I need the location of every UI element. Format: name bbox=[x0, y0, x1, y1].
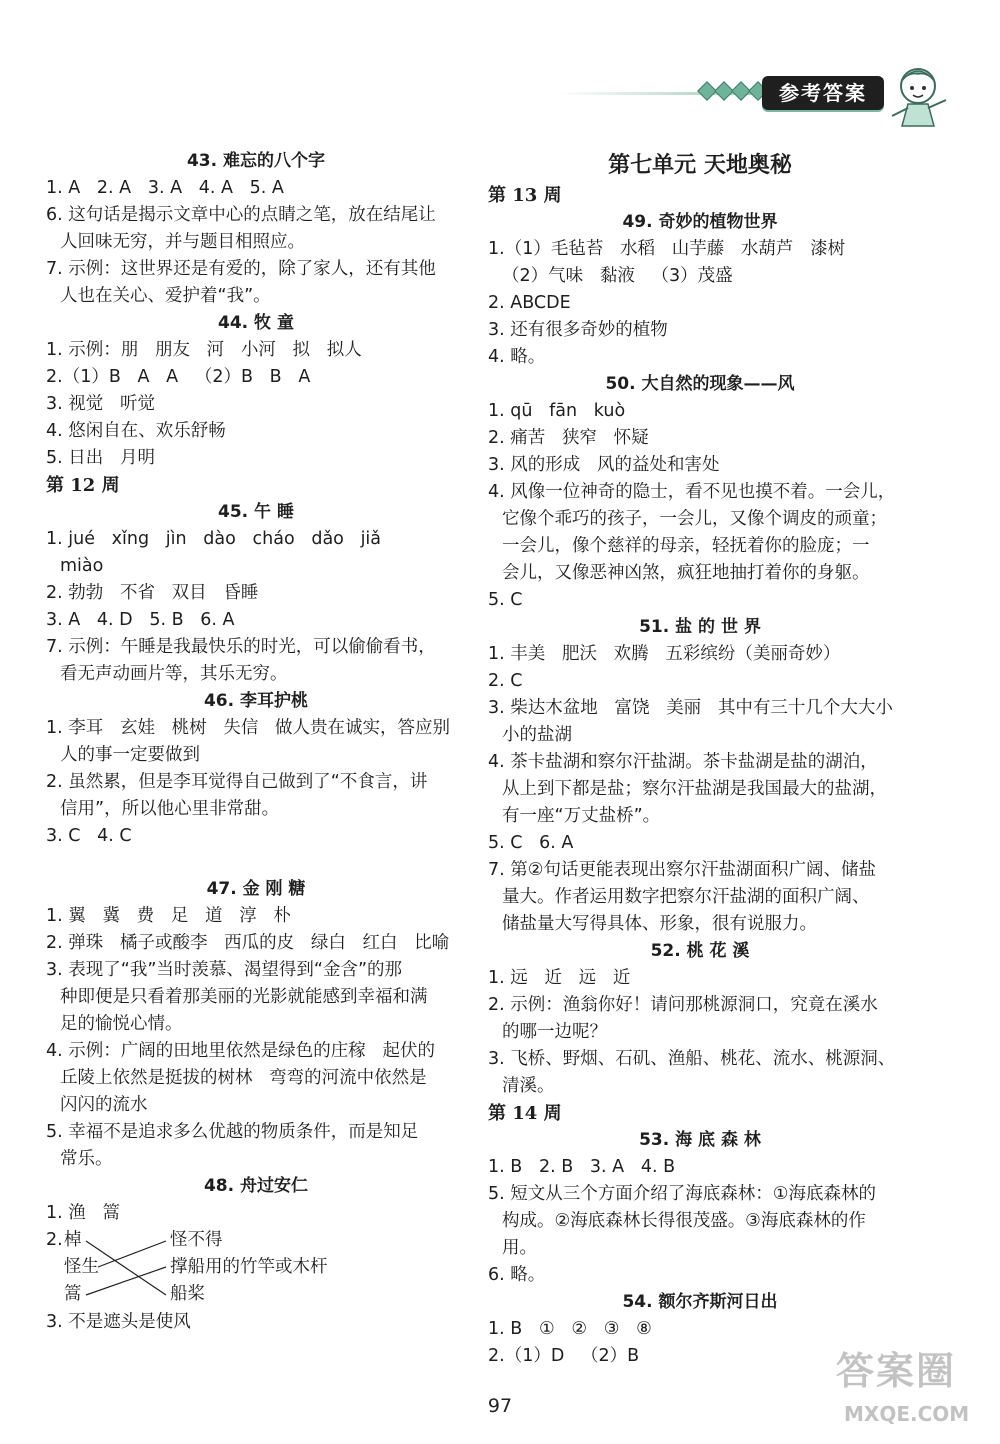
answer-line: 1. 渔 篙 bbox=[46, 1203, 120, 1223]
answer-continuation: 清溪。 bbox=[502, 1076, 555, 1096]
answer-continuation: 量大。作者运用数字把察尔汗盐湖的面积广阔、 bbox=[502, 887, 870, 907]
answer-line: 1. 远 近 远 近 bbox=[488, 968, 631, 988]
answer-line: 2. 弹珠 橘子或酸李 西瓜的皮 绿白 红白 比喻 bbox=[46, 933, 450, 953]
section-title: 52. 桃 花 溪 bbox=[650, 941, 750, 961]
left-column bbox=[46, 148, 466, 1336]
answer-continuation: 信用”，所以他心里非常甜。 bbox=[60, 799, 280, 819]
answer-continuation: 构成。②海底森林长得很茂盛。③海底森林的作 bbox=[502, 1211, 866, 1231]
answer-continuation: 储盐量大写得具体、形象，很有说服力。 bbox=[502, 914, 817, 934]
answer-line: 7. 示例：午睡是我最快乐的时光，可以偷偷看书， bbox=[46, 637, 436, 657]
answer-line: 5. C 6. A bbox=[488, 833, 574, 853]
answer-continuation: 人也在关心、爱护着“我”。 bbox=[60, 286, 271, 306]
answer-continuation: （2）气味 黏液 （3）茂盛 bbox=[502, 266, 733, 286]
answer-line: 2.（1）B A A （2）B B A bbox=[46, 367, 311, 387]
answer-continuation: 足的愉悦心情。 bbox=[60, 1014, 183, 1034]
answer-continuation: 丘陵上依然是挺拔的树林 弯弯的河流中依然是 bbox=[60, 1068, 427, 1088]
answer-line: 3. C 4. C bbox=[46, 826, 132, 846]
answer-line: 1. B 2. B 3. A 4. B bbox=[488, 1157, 676, 1177]
answer-continuation: 有一座“万丈盐桥”。 bbox=[502, 806, 661, 826]
answer-line: 3. 柴达木盆地 富饶 美丽 其中有三十几个大大小 bbox=[488, 698, 893, 718]
answer-continuation: 会儿，又像恶神凶煞，疯狂地抽打着你的身躯。 bbox=[502, 563, 870, 583]
answer-continuation: 的哪一边呢？ bbox=[502, 1022, 607, 1042]
answer-line: 2. 痛苦 狭窄 怀疑 bbox=[488, 428, 649, 448]
answer-line: 3. 表现了“我”当时羡慕、渴望得到“金含”的那 bbox=[46, 960, 403, 980]
answer-line: 6. 这句话是揭示文章中心的点睛之笔，放在结尾让 bbox=[46, 205, 436, 225]
answer-line: 5. 幸福不是追求多么优越的物质条件，而是知足 bbox=[46, 1122, 419, 1142]
answer-continuation: 常乐。 bbox=[60, 1149, 113, 1169]
answer-continuation: 一会儿，像个慈祥的母亲，轻抚着你的脸庞；一 bbox=[502, 536, 870, 556]
answer-continuation: 小的盐湖 bbox=[502, 725, 572, 745]
watermark-logo bbox=[836, 1340, 986, 1434]
answer-continuation: 它像个乖巧的孩子，一会儿，又像个调皮的顽童； bbox=[502, 509, 887, 529]
right-column bbox=[488, 148, 912, 1370]
section-title: 51. 盐 的 世 界 bbox=[639, 617, 761, 637]
section-title: 43. 难忘的八个字 bbox=[186, 151, 326, 171]
right-answers bbox=[488, 148, 912, 1370]
matching-left-item: 篙 bbox=[64, 1284, 82, 1304]
answer-line: 2. ABCDE bbox=[488, 293, 571, 313]
answer-continuation: 闪闪的流水 bbox=[60, 1095, 148, 1115]
answer-line: 2. 勃勃 不省 双目 昏睡 bbox=[46, 583, 259, 603]
answer-continuation: 人的事一定要做到 bbox=[60, 745, 200, 765]
answer-line: 4. 茶卡盐湖和察尔汗盐湖。茶卡盐湖是盐的湖泊， bbox=[488, 752, 878, 772]
unit-title: 第七单元 天地奥秘 bbox=[608, 152, 792, 178]
week-label: 第 14 周 bbox=[488, 1103, 562, 1124]
matching-lead: 2. bbox=[46, 1230, 63, 1250]
section-title: 47. 金 刚 糖 bbox=[206, 879, 306, 899]
left-answers bbox=[46, 148, 466, 1227]
girl-mascot-icon bbox=[888, 60, 952, 130]
answer-line: 3. 飞桥、野烟、石矶、渔船、桃花、流水、桃源洞、 bbox=[488, 1049, 896, 1069]
week-label: 第 13 周 bbox=[488, 185, 562, 206]
answer-line: 3. A 4. D 5. B 6. A bbox=[46, 610, 235, 630]
answer-line: 7. 示例：这世界还是有爱的，除了家人，还有其他 bbox=[46, 259, 436, 279]
answer-line: 3. 视觉 听觉 bbox=[46, 394, 155, 414]
answer-line: 2. 虽然累，但是李耳觉得自己做到了“不食言，讲 bbox=[46, 772, 428, 792]
answer-line: 3. 风的形成 风的益处和害处 bbox=[488, 455, 720, 475]
watermark-url: MXQE.COM bbox=[844, 1402, 970, 1426]
answer-line: 4. 示例：广阔的田地里依然是绿色的庄稼 起伏的 bbox=[46, 1041, 435, 1061]
answer-continuation: 人回味无穷，并与题目相照应。 bbox=[60, 232, 305, 252]
spacer bbox=[46, 850, 466, 876]
answer-continuation: 从上到下都是盐；察尔汗盐湖是我国最大的盐湖， bbox=[502, 779, 887, 799]
answer-line: 1. 李耳 玄娃 桃树 失信 做人贵在诚实，答应别 bbox=[46, 718, 451, 738]
answer-badge: 参考答案 bbox=[762, 76, 884, 110]
answer-line: 1. B ① ② ③ ⑧ bbox=[488, 1319, 652, 1339]
answer-line: 4. 风像一位神奇的隐士，看不见也摸不着。一会儿， bbox=[488, 482, 896, 502]
section-title: 49. 奇妙的植物世界 bbox=[622, 212, 778, 232]
section-title: 50. 大自然的现象——风 bbox=[605, 374, 795, 394]
answer-line: 5. 短文从三个方面介绍了海底森林：①海底森林的 bbox=[488, 1184, 876, 1204]
answer-line: 1.（1）毛毡苔 水稻 山芋藤 水葫芦 漆树 bbox=[488, 239, 846, 259]
section-title: 54. 额尔齐斯河日出 bbox=[622, 1292, 778, 1312]
answer-line: 2. 示例：渔翁你好！请问那桃源洞口，究竟在溪水 bbox=[488, 995, 878, 1015]
answer-continuation: 种即便是只看着那美丽的光影就能感到幸福和满 bbox=[60, 987, 428, 1007]
answer-line: 7. 第②句话更能表现出察尔汗盐湖面积广阔、储盐 bbox=[488, 860, 876, 880]
section-title: 44. 牧 童 bbox=[218, 313, 294, 333]
answer-line: 2. C bbox=[488, 671, 523, 691]
answer-line: 1. A 2. A 3. A 4. A 5. A bbox=[46, 178, 284, 198]
answer-line: 2.（1）D （2）B bbox=[488, 1346, 640, 1366]
matching-left-item: 怪生 bbox=[64, 1257, 99, 1277]
section-title: 45. 午 睡 bbox=[218, 502, 294, 522]
answer-line: 6. 略。 bbox=[488, 1265, 546, 1285]
answer-line: 1. qū fān kuò bbox=[488, 401, 626, 421]
answer-line: 4. 悠闲自在、欢乐舒畅 bbox=[46, 421, 226, 441]
answer-line: 5. 日出 月明 bbox=[46, 448, 155, 468]
answer-line: 3. 不是遮头是使风 bbox=[46, 1312, 191, 1332]
matching-right-item: 撑船用的竹竿或木杆 bbox=[170, 1257, 328, 1277]
section-title: 53. 海 底 森 林 bbox=[639, 1130, 761, 1150]
watermark-text: 答案圈 bbox=[836, 1349, 957, 1393]
matching-right-item: 怪不得 bbox=[170, 1230, 223, 1250]
left-answers-after bbox=[46, 1309, 466, 1336]
page-number: 97 bbox=[487, 1395, 513, 1417]
matching-left-item: 棹 bbox=[64, 1230, 82, 1250]
answer-line: 3. 还有很多奇妙的植物 bbox=[488, 320, 668, 340]
answer-continuation: 看无声动画片等，其乐无穷。 bbox=[60, 664, 288, 684]
week-label: 第 12 周 bbox=[46, 475, 120, 496]
answer-line: 1. 示例：朋 朋友 河 小河 拟 拟人 bbox=[46, 340, 362, 360]
answer-line: 4. 略。 bbox=[488, 347, 546, 367]
section-title: 46. 李耳护桃 bbox=[203, 691, 309, 711]
answer-continuation: miào bbox=[60, 556, 104, 576]
answer-line: 1. jué xǐng jìn dào cháo dǎo jiǎ bbox=[46, 529, 382, 549]
header-diamonds bbox=[700, 84, 765, 98]
matching-right-item: 船桨 bbox=[170, 1284, 205, 1304]
answer-line: 1. 丰美 肥沃 欢腾 五彩缤纷（美丽奇妙） bbox=[488, 644, 841, 664]
answer-line: 1. 翼 冀 费 足 道 淳 朴 bbox=[46, 906, 291, 926]
answer-line: 5. C bbox=[488, 590, 523, 610]
matching-exercise bbox=[46, 1227, 466, 1309]
section-title: 48. 舟过安仁 bbox=[203, 1176, 309, 1196]
answer-continuation: 用。 bbox=[502, 1238, 537, 1258]
